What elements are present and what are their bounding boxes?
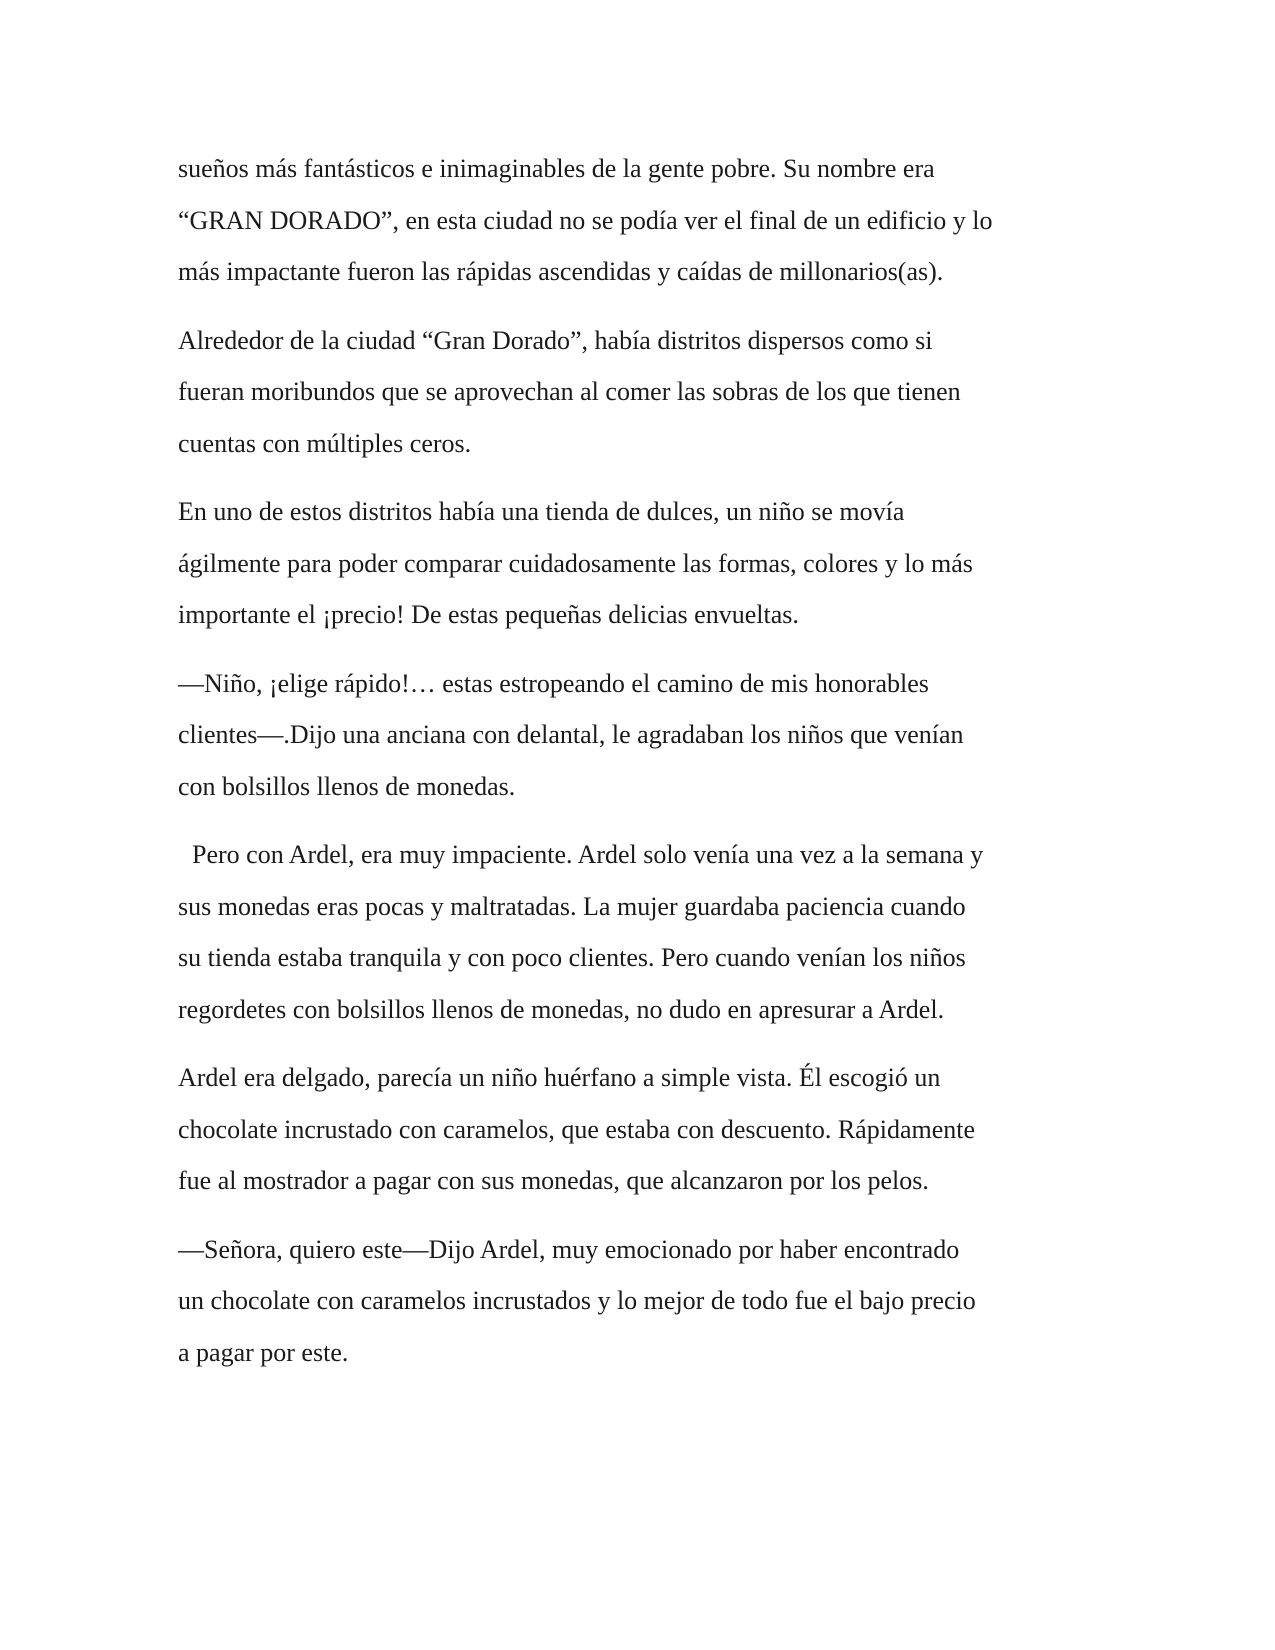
text-line: sus monedas eras pocas y maltratadas. La mujer guardaba paciencia cuando: [178, 891, 966, 921]
paragraph-6: [178, 1052, 1098, 1207]
text-line: regordetes con bolsillos llenos de monedas, no dudo en apresurar a Ardel.: [178, 994, 945, 1024]
text-line: cuentas con múltiples ceros.: [178, 428, 472, 458]
text-line: Pero con Ardel, era muy impaciente. Ardel solo venía una vez a la semana y: [192, 840, 984, 869]
text-line: chocolate incrustado con caramelos, que estaba con descuento. Rápidamente: [178, 1114, 976, 1144]
paragraph-7: [178, 1224, 1098, 1379]
text-line: clientes—.Dijo una anciana con delantal, le agradaban los niños que venían: [178, 720, 964, 749]
text-line: más impactante fueron las rápidas ascendidas y caídas de millonarios(as).: [178, 257, 944, 286]
text-line: En uno de estos distritos había una tienda de dulces, un niño se movía: [178, 497, 905, 526]
body-text: [178, 143, 1098, 1395]
text-line: con bolsillos llenos de monedas.: [178, 771, 516, 801]
text-line: —Señora, quiero este—Dijo Ardel, muy emocionado por haber encontrado: [178, 1234, 960, 1264]
text-line: “GRAN DORADO”, en esta ciudad no se podía ver el final de un edificio y lo: [178, 205, 993, 235]
paragraph-5: [178, 829, 1098, 1035]
text-line: ágilmente para poder comparar cuidadosamente las formas, colores y lo más: [178, 548, 973, 578]
text-line: a pagar por este.: [178, 1337, 349, 1367]
text-line: —Niño, ¡elige rápido!… estas estropeando el camino de mis honorables: [178, 668, 929, 698]
paragraph-2: [178, 315, 1098, 470]
paragraph-1: [178, 143, 1098, 298]
text-line: sueños más fantásticos e inimaginables de la gente pobre. Su nombre era: [178, 154, 935, 183]
text-line: fueran moribundos que se aprovechan al comer las sobras de los que tienen: [178, 377, 961, 406]
text-line: un chocolate con caramelos incrustados y lo mejor de todo fue el bajo precio: [178, 1286, 976, 1315]
text-line: fue al mostrador a pagar con sus monedas, que alcanzaron por los pelos.: [178, 1166, 929, 1195]
paragraph-4: [178, 658, 1098, 813]
text-line: su tienda estaba tranquila y con poco clientes. Pero cuando venían los niños: [178, 943, 966, 972]
text-line: Ardel era delgado, parecía un niño huérfano a simple vista. Él escogió un: [178, 1063, 941, 1092]
text-line: importante el ¡precio! De estas pequeñas delicias envueltas.: [178, 600, 799, 629]
text-line: Alrededor de la ciudad “Gran Dorado”, había distritos dispersos como si: [178, 325, 933, 355]
paragraph-3: [178, 486, 1098, 641]
